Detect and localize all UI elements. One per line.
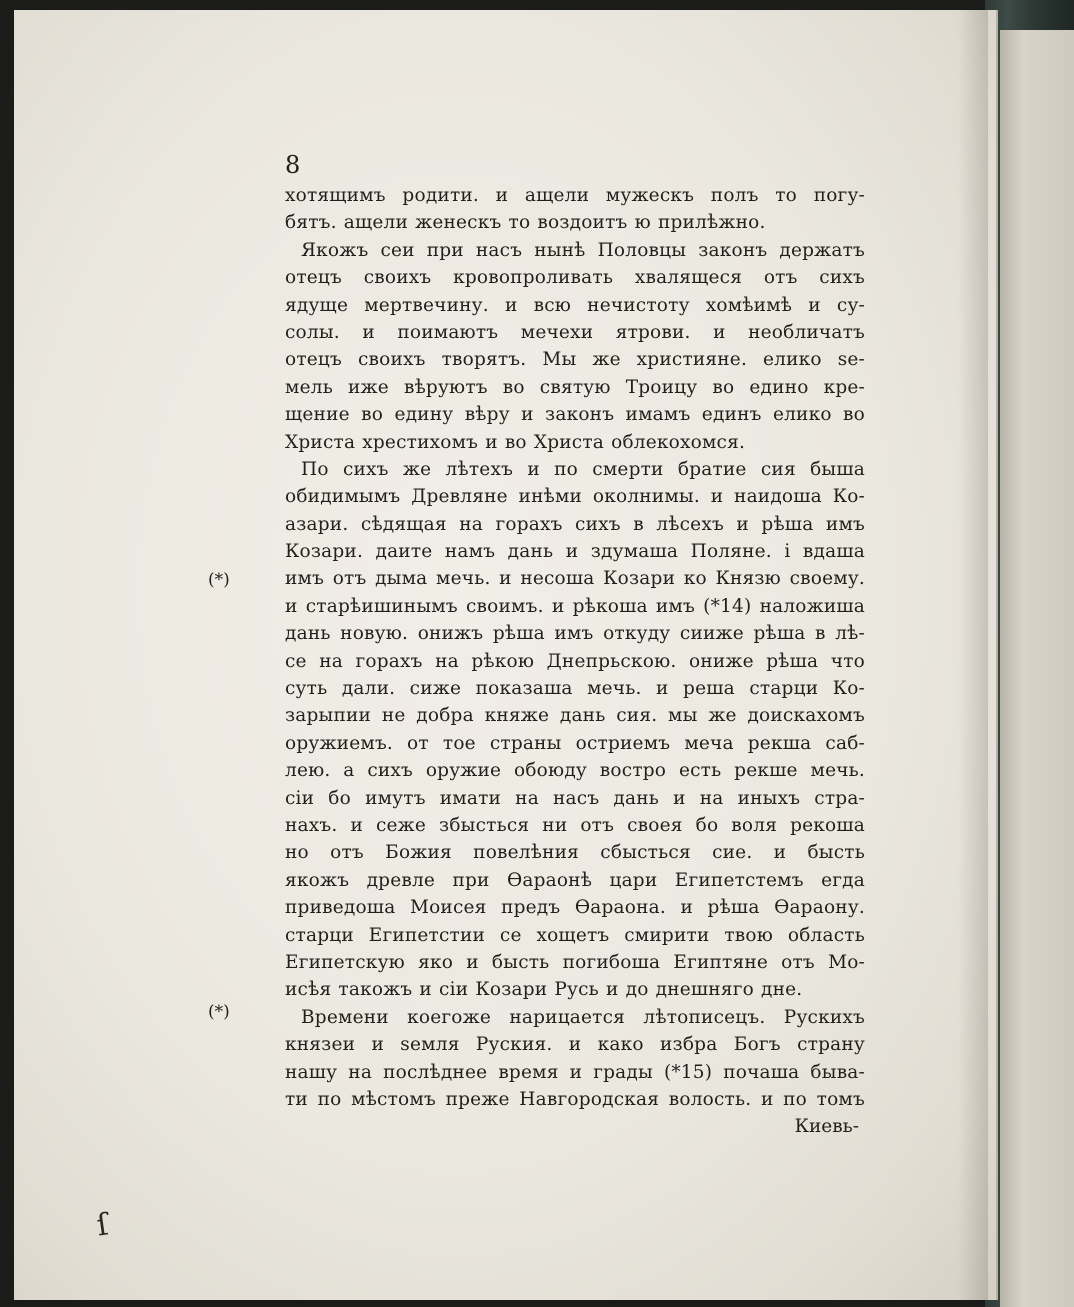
text-line: старци Египетстии се хощетъ смирити твою область <box>285 924 865 946</box>
text-line: нахъ. и сеже збысться ни отъ своея бо воля рекоша <box>285 814 865 836</box>
catchword: Киевь- <box>794 1116 859 1138</box>
text-line: якожъ древле при Ѳараонѣ цари Египетстемъ егда <box>285 869 865 891</box>
text-line: имъ отъ дыма мечь. и несоша Козари ко Князю своему. <box>285 568 865 590</box>
text-line: Якожъ сеи при насъ нынѣ Половцы законъ держатъ <box>301 239 865 261</box>
text-line: исѣя такожъ и сіи Козари Русь и до днешняго дне. <box>285 979 803 1001</box>
text-line: суть дали. сиже показаша мечь. и реша старци Ко- <box>285 678 865 700</box>
text-line: обидимымъ Древляне инѣми околнимы. и наидоша Ко- <box>285 486 865 508</box>
text-line: лею. а сихъ оружие обоюду востро есть рекше мечь. <box>285 760 865 782</box>
text-line: ти по мѣстомъ преже Навгородская волость. и по томъ <box>285 1088 865 1110</box>
text-line: солы. и поимаютъ мечехи ятрови. и необличатъ <box>285 321 865 343</box>
printer-mark: ſ <box>94 1207 111 1244</box>
text-line: По сихъ же лѣтехъ и по смерти братие сия быша <box>301 458 865 480</box>
text-line: щение во едину вѣру и законъ имамъ единъ елико во <box>285 404 865 426</box>
margin-note-marker: (*) <box>208 570 230 590</box>
margin-note-marker: (*) <box>208 1002 230 1022</box>
text-line: Египетскую яко и бысть погибоша Египтяне отъ Мо- <box>285 951 865 973</box>
text-line: Козари. даите намъ дань и здумаша Поляне. і вдаша <box>285 541 865 563</box>
page-gutter-shadow <box>958 10 988 1300</box>
text-line: отецъ своихъ кровопроливать хвалящеся отъ сихъ <box>285 267 865 289</box>
text-line: ядуще мертвечину. и всю нечистоту хомѣимѣ и су- <box>285 294 865 316</box>
page-text-block <box>285 150 865 1141</box>
text-line: хотящимъ родити. и ащели мужескъ полъ то погу- <box>285 185 865 206</box>
text-line: сіи бо имутъ имати на насъ дань и на иныхъ стра- <box>285 787 865 809</box>
text-line: нашу на послѣднее время и грады (*15) почаша быва- <box>285 1061 865 1083</box>
text-line: бятъ. ащели женескъ то воздоитъ ю прилѣжно. <box>285 212 766 234</box>
text-line: и старѣишинымъ своимъ. и рѣкоша имъ (*14) наложиша <box>285 595 865 617</box>
text-line: азари. сѣдящая на горахъ сихъ в лѣсехъ и рѣша имъ <box>285 513 865 535</box>
text-line: Времени коегоже нарицается лѣтописецъ. Рускихъ <box>301 1006 865 1028</box>
text-line: отецъ своихъ творятъ. Мы же християне. елико ѕе- <box>285 349 865 371</box>
text-line: оружиемъ. от тое страны остриемъ меча рекша саб- <box>285 732 865 754</box>
text-line: но отъ Божия повелѣния сбысться сие. и бысть <box>285 842 865 864</box>
text-line: мель иже вѣруютъ во святую Троицу во едино кре- <box>285 376 865 398</box>
text-line: Христа хрестихомъ и во Христа облекохомся. <box>285 431 746 453</box>
text-line: зарыпии не добра княже дань сия. мы же доискахомъ <box>285 705 865 727</box>
adjacent-page-edge <box>1000 30 1074 1307</box>
text-line: приведоша Моисея предъ Ѳараона. и рѣша Ѳараону. <box>285 897 865 919</box>
text-line: се на горахъ на рѣкою Днепрьскою. ониже рѣша что <box>285 650 865 672</box>
text-line: князеи и ѕемля Руския. и како избра Богъ страну <box>285 1034 865 1056</box>
text-line: дань новую. онижъ рѣша имъ откуду сииже рѣша в лѣ- <box>285 623 865 645</box>
page-number: 8 <box>285 151 301 179</box>
